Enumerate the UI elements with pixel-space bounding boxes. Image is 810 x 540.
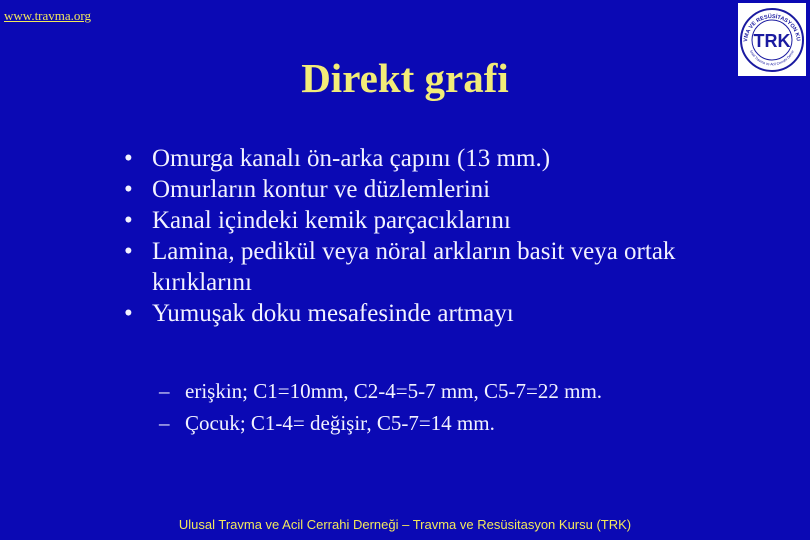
sub-bullet-marker: – [159, 379, 170, 403]
sub-bullet-item [159, 407, 779, 439]
sub-bullet-text: Çocuk; C1-4= değişir, C5-7=14 mm. [185, 411, 495, 435]
bullet-text: Omurların kontur ve düzlemlerini [152, 176, 491, 203]
bullet-item [124, 174, 754, 205]
site-link[interactable]: www.travma.org [4, 8, 92, 23]
bullet-marker: • [124, 207, 133, 234]
bullet-marker: • [124, 145, 133, 172]
sub-bullet-marker: – [159, 411, 170, 435]
sub-bullet-item [159, 375, 779, 407]
bullet-item [124, 143, 754, 174]
bullet-item [124, 236, 754, 298]
bullet-text: Yumuşak doku mesafesinde artmayı [152, 300, 514, 327]
sub-bullet-text: erişkin; C1=10mm, C2-4=5-7 mm, C5-7=22 mm. [185, 379, 603, 403]
logo-bottom-text: lusal Travma ve Acil Cerrahi Derne [749, 49, 795, 67]
bullet-item [124, 205, 754, 236]
bullet-marker: • [124, 238, 133, 265]
bullet-marker: • [124, 176, 133, 203]
slide-title: Direkt grafi [301, 55, 509, 101]
bullet-text: Omurga kanalı ön-arka çapını (13 mm.) [152, 145, 551, 172]
bullet-item [124, 298, 754, 329]
bullet-text: Lamina, pedikül veya nöral arkların basit veya ortak kırıklarını [152, 238, 676, 296]
logo-ring-text: VMA VE RESÜSİTASYON KU [742, 13, 801, 43]
logo-text: TRK [753, 31, 791, 51]
bullet-list [124, 143, 754, 329]
sub-bullet-list [159, 375, 779, 439]
bullet-marker: • [124, 300, 133, 327]
bullet-text: Kanal içindeki kemik parçacıklarını [152, 207, 511, 234]
footer-text: Ulusal Travma ve Acil Cerrahi Derneği – Travma ve Resüsitasyon Kursu (TRK) [178, 517, 632, 532]
